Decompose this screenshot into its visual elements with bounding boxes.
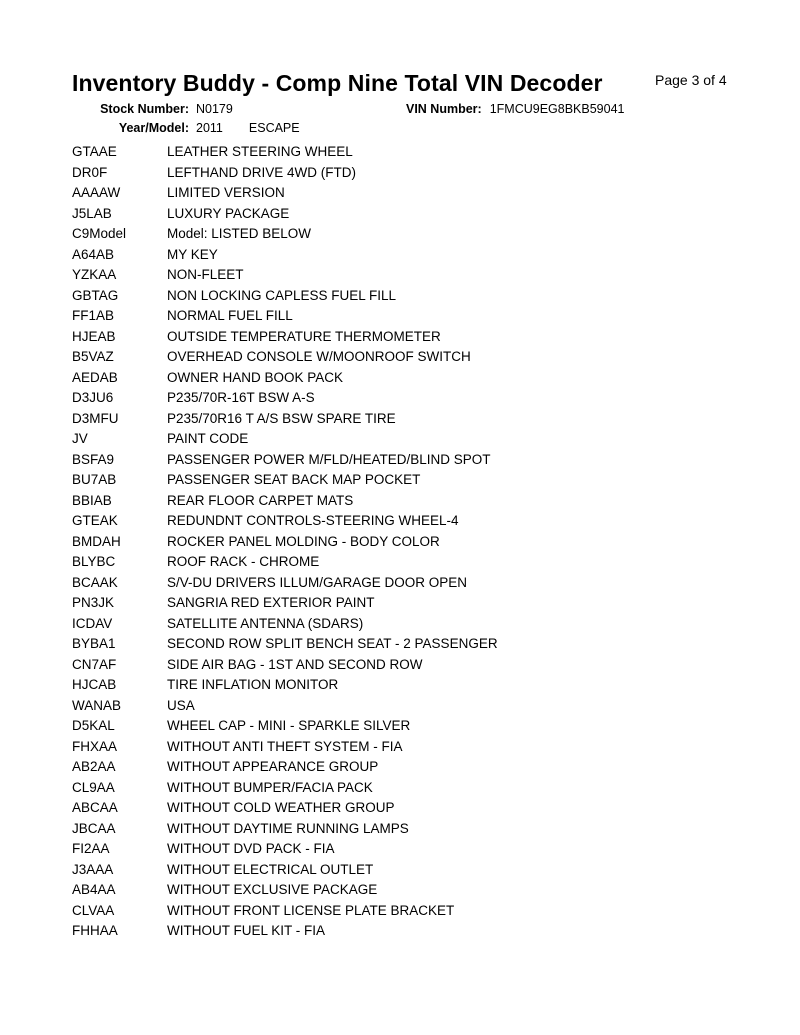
option-code-row	[72, 327, 752, 348]
option-code: BYBA1	[72, 636, 116, 651]
option-description: P235/70R16 T A/S BSW SPARE TIRE	[167, 410, 396, 426]
option-code: BBIAB	[72, 492, 112, 508]
option-description: WITHOUT FUEL KIT - FIA	[167, 923, 326, 938]
option-code: DR0F	[72, 164, 108, 180]
option-code-row	[72, 634, 752, 655]
option-code: AEDAB	[72, 369, 118, 385]
option-description: LEATHER STEERING WHEEL	[167, 144, 353, 159]
year-model-label: Year/Model:	[118, 121, 189, 135]
option-code-row	[72, 245, 752, 266]
option-description: ROCKER PANEL MOLDING - BODY COLOR	[167, 533, 440, 549]
vin-number-label: VIN Number:	[406, 102, 482, 116]
option-code-row	[72, 491, 752, 512]
option-description: REDUNDNT CONTROLS-STEERING WHEEL-4	[167, 513, 459, 528]
option-description: OWNER HAND BOOK PACK	[167, 369, 344, 385]
option-code: B5VAZ	[72, 349, 114, 364]
option-code: CN7AF	[72, 656, 117, 672]
option-description: WITHOUT EXCLUSIVE PACKAGE	[167, 882, 378, 897]
option-description: PASSENGER SEAT BACK MAP POCKET	[167, 472, 421, 487]
option-code: ICDAV	[72, 615, 113, 631]
option-description: LEFTHAND DRIVE 4WD (FTD)	[167, 164, 356, 180]
option-code-row	[72, 675, 752, 696]
option-code: FF1AB	[72, 308, 115, 323]
option-description: S/V-DU DRIVERS ILLUM/GARAGE DOOR OPEN	[167, 574, 468, 590]
option-description: OUTSIDE TEMPERATURE THERMOMETER	[167, 328, 441, 344]
option-description: WITHOUT ANTI THEFT SYSTEM - FIA	[167, 738, 403, 754]
stock-number-label: Stock Number:	[100, 102, 189, 116]
option-code-row	[72, 696, 752, 717]
option-description: SANGRIA RED EXTERIOR PAINT	[167, 595, 375, 610]
option-code-row	[72, 716, 752, 737]
option-code: J3AAA	[72, 861, 114, 877]
year-value: 2011	[196, 121, 223, 135]
option-description: OVERHEAD CONSOLE W/MOONROOF SWITCH	[167, 349, 471, 364]
option-description: Model: LISTED BELOW	[167, 226, 312, 241]
option-description: NORMAL FUEL FILL	[167, 308, 293, 323]
option-code-row	[72, 798, 752, 819]
option-code-row	[72, 532, 752, 553]
option-code-row	[72, 737, 752, 758]
option-code-row	[72, 306, 752, 327]
option-code-row	[72, 204, 752, 225]
option-code-row	[72, 573, 752, 594]
option-code: JBCAA	[72, 820, 116, 836]
option-code-row	[72, 655, 752, 676]
option-description: WITHOUT COLD WEATHER GROUP	[167, 800, 395, 815]
option-description: LIMITED VERSION	[167, 185, 285, 200]
option-code-row	[72, 552, 752, 573]
model-value: ESCAPE	[248, 121, 300, 135]
option-code-row	[72, 593, 752, 614]
option-description: SATELLITE ANTENNA (SDARS)	[167, 615, 364, 631]
option-code: BMDAH	[72, 533, 121, 549]
option-description: USA	[167, 697, 195, 713]
option-code-row	[72, 163, 752, 184]
option-description: SECOND ROW SPLIT BENCH SEAT - 2 PASSENGER	[167, 636, 498, 651]
option-code-row	[72, 347, 752, 368]
option-description: MY KEY	[167, 246, 218, 262]
option-code: JV	[72, 431, 88, 446]
option-code: BLYBC	[72, 554, 116, 569]
option-code: C9Model	[72, 226, 127, 241]
option-description: TIRE INFLATION MONITOR	[167, 677, 339, 692]
year-model-field	[96, 121, 300, 135]
option-code: AB2AA	[72, 759, 116, 774]
option-code: FHHAA	[72, 923, 118, 938]
option-code: BU7AB	[72, 472, 117, 487]
stock-number-field	[96, 102, 233, 116]
option-description: WHEEL CAP - MINI - SPARKLE SILVER	[167, 718, 411, 733]
option-code: GTEAK	[72, 513, 118, 528]
option-description: WITHOUT BUMPER/FACIA PACK	[167, 779, 373, 795]
option-code-row	[72, 224, 752, 245]
option-code: D3JU6	[72, 390, 114, 405]
stock-number-value: N0179	[196, 102, 233, 116]
option-code: D5KAL	[72, 718, 115, 733]
option-description: WITHOUT DVD PACK - FIA	[167, 841, 335, 856]
vin-number-field	[406, 102, 625, 116]
option-description: WITHOUT FRONT LICENSE PLATE BRACKET	[167, 902, 455, 918]
option-code: CLVAA	[72, 902, 115, 918]
option-code-row	[72, 511, 752, 532]
option-code-row	[72, 778, 752, 799]
option-code-row	[72, 901, 752, 922]
vin-number-value: 1FMCU9EG8BKB59041	[489, 102, 625, 116]
option-code-row	[72, 409, 752, 430]
option-code: ABCAA	[72, 800, 118, 815]
option-description: NON-FLEET	[167, 267, 244, 282]
option-code: BSFA9	[72, 451, 115, 467]
option-code: FHXAA	[72, 738, 118, 754]
option-code: A64AB	[72, 246, 115, 262]
option-code-row	[72, 286, 752, 307]
option-code: AB4AA	[72, 882, 116, 897]
option-code-row	[72, 470, 752, 491]
option-code: BCAAK	[72, 574, 118, 590]
option-code-row	[72, 839, 752, 860]
option-code-row	[72, 880, 752, 901]
option-code: HJEAB	[72, 328, 116, 344]
option-description: WITHOUT ELECTRICAL OUTLET	[167, 861, 374, 877]
option-code-row	[72, 368, 752, 389]
option-code-row	[72, 614, 752, 635]
option-description: LUXURY PACKAGE	[167, 205, 290, 221]
option-description: PASSENGER POWER M/FLD/HEATED/BLIND SPOT	[167, 451, 491, 467]
option-code: PN3JK	[72, 595, 115, 610]
option-code: J5LAB	[72, 205, 112, 221]
option-description: REAR FLOOR CARPET MATS	[167, 492, 354, 508]
option-description: SIDE AIR BAG - 1ST AND SECOND ROW	[167, 656, 423, 672]
option-code: GBTAG	[72, 287, 119, 303]
option-code: AAAAW	[72, 185, 121, 200]
option-code: GTAAE	[72, 144, 117, 159]
option-description: ROOF RACK - CHROME	[167, 554, 320, 569]
option-description: WITHOUT DAYTIME RUNNING LAMPS	[167, 820, 409, 836]
option-code-row	[72, 183, 752, 204]
option-code-row	[72, 429, 752, 450]
option-code-row	[72, 757, 752, 778]
option-code-list	[72, 142, 752, 942]
option-code-row	[72, 142, 752, 163]
option-code: D3MFU	[72, 410, 119, 426]
option-code: HJCAB	[72, 677, 117, 692]
option-description: NON LOCKING CAPLESS FUEL FILL	[167, 287, 397, 303]
option-description: P235/70R-16T BSW A-S	[167, 390, 315, 405]
option-code-row	[72, 388, 752, 409]
option-code: WANAB	[72, 697, 122, 713]
option-description: PAINT CODE	[167, 431, 249, 446]
option-code: FI2AA	[72, 841, 110, 856]
option-code-row	[72, 265, 752, 286]
option-description: WITHOUT APPEARANCE GROUP	[167, 759, 379, 774]
option-code: CL9AA	[72, 779, 115, 795]
option-code-row	[72, 819, 752, 840]
page-title: Inventory Buddy - Comp Nine Total VIN Decoder	[72, 70, 603, 96]
option-code-row	[72, 860, 752, 881]
option-code: YZKAA	[72, 267, 117, 282]
option-code-row	[72, 921, 752, 942]
page-number: Page 3 of 4	[655, 72, 727, 88]
option-code-row	[72, 450, 752, 471]
